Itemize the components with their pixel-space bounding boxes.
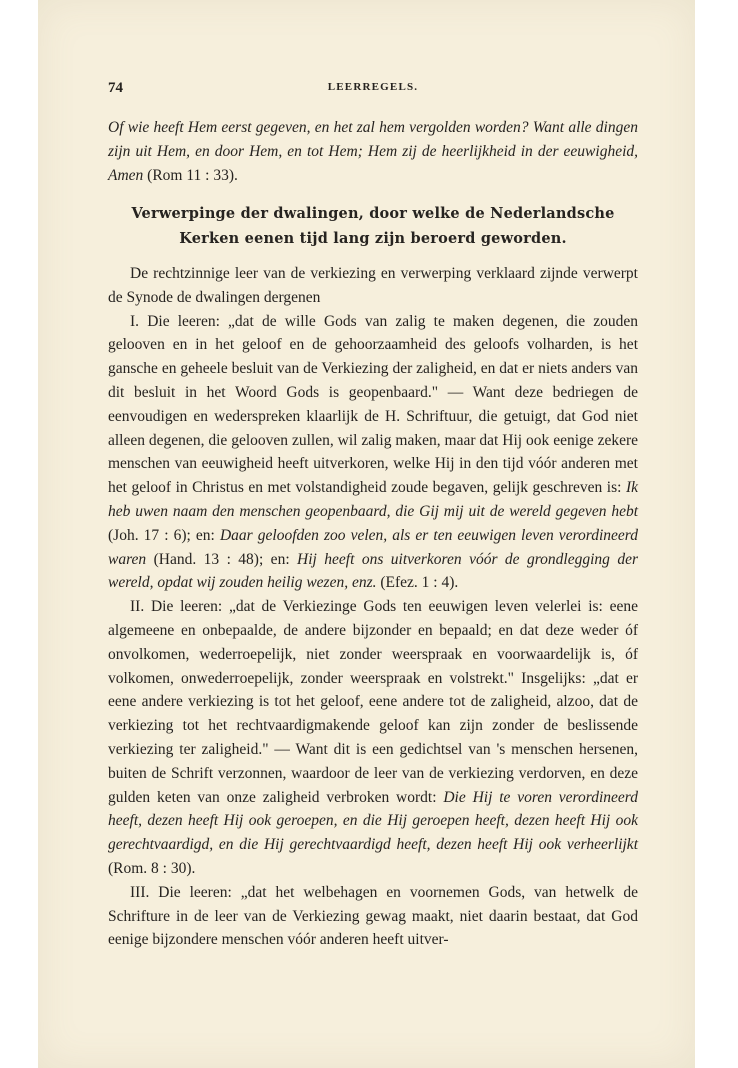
running-title: LEERREGELS. [327, 81, 419, 93]
p2-citation-rom: Die Hij te voren verordineerd heeft, dezen heeft Hij ook geroepen, en die Hij geroepen heeft, dezen heeft Hij ook gerechtvaardigd, en die Hij gerechtvaardigd heeft, dezen heeft Hij ook verheerlijkt [108, 788, 638, 854]
paragraph-1 [108, 310, 638, 596]
p1-citation-john: Ik heb uwen naam den menschen geopenbaard, die Gij mij uit de wereld gegeven hebt [108, 479, 638, 520]
p2-ref-rom: (Rom. 8 : 30). [108, 859, 196, 877]
page-number: 74 [108, 80, 123, 96]
quote-reference: (Rom 11 : 33). [143, 167, 238, 184]
p1-citation-eph: Hij heeft ons uitverkoren vóór de grondlegging der wereld, opdat wij zouden heilig wezen, enz. [108, 550, 638, 592]
p1-ref-eph: (Efez. 1 : 4). [376, 574, 459, 592]
body-text [108, 262, 638, 952]
p1-text: I. Die leeren: „dat de wille Gods van zalig te maken degenen, die zouden gelooven en in het geloof en de gehoorzaamheid des geloofs volharden, is het gansche en geheele besluit van de Verkiezing der zaligheid, en dat er niets anders van dit besluit in het Woord Gods is geopenbaard." — Want deze bedriegen de eenvoudigen en wederspreken klaarlijk de H. Schriftuur, die getuigt, dat God niet alleen degenen, die gelooven zullen, wil zalig maken, maar dat Hij ook eenige zekere menschen van eeuwigheid heeft uitverkoren, welke Hij in den tijd vóór anderen met het geloof in Christus en met volstandigheid zoude begaven, gelijk geschreven is: [108, 312, 638, 497]
scripture-quote [108, 116, 638, 188]
paragraph-3: III. Die leeren: „dat het welbehagen en voornemen Gods, van hetwelk de Schrifture in de leer van de Verkiezing gewag maakt, niet daarin bestaat, dat God eenige bijzondere menschen vóór anderen heeft uitver- [108, 883, 638, 949]
p1-citation-acts: Daar geloofden zoo velen, als er ten eeuwigen leven verordineerd waren [108, 526, 639, 568]
paragraph-2 [108, 595, 638, 881]
intro-paragraph: De rechtzinnige leer van de verkiezing en verwerping verklaard zijnde verwerpt de Synode de dwalingen dergenen [108, 265, 638, 306]
page-header [108, 80, 638, 100]
section-heading: Verwerpinge der dwalingen, door welke de Nederlandsche Kerken eenen tijd lang zijn beroerd geworden. [131, 205, 615, 247]
quote-italic: Of wie heeft Hem eerst gegeven, en het zal hem vergolden worden? Want alle dingen zijn uit Hem, en door Hem, en tot Hem; Hem zij de heerlijkheid in der eeuwigheid, Amen [108, 119, 638, 184]
book-page [38, 0, 695, 1068]
p2-text: II. Die leeren: „dat de Verkiezinge Gods ten eeuwigen leven velerlei is: eene algemeene en onbepaalde, de andere bijzonder en bepaald; en dat deze weder óf onvolkomen, wederroepelijk, niet zonder weerspraak en voorwaardelijk is, óf volkomen, onwederroepelijk, zonder weerspraak en volstrekt." Insgelijks: „dat er eene andere verkiezing is tot het geloof, eene andere tot de zaligheid, alzoo, dat de verkiezing tot het rechtvaardigmakende geloof kan zijn zonder de beslissende verkiezing ter zaligheid." — Want dit is een gedichtsel van 's menschen hersenen, buiten de Schrift verzonnen, waardoor de leer van de verkiezing verdorven, en deze gulden keten van onze zaligheid verbroken wordt: [108, 598, 638, 806]
p1-ref-acts: (Hand. 13 : 48); en: [146, 550, 298, 568]
p1-ref-john: (Joh. 17 : 6); en: [108, 526, 220, 544]
